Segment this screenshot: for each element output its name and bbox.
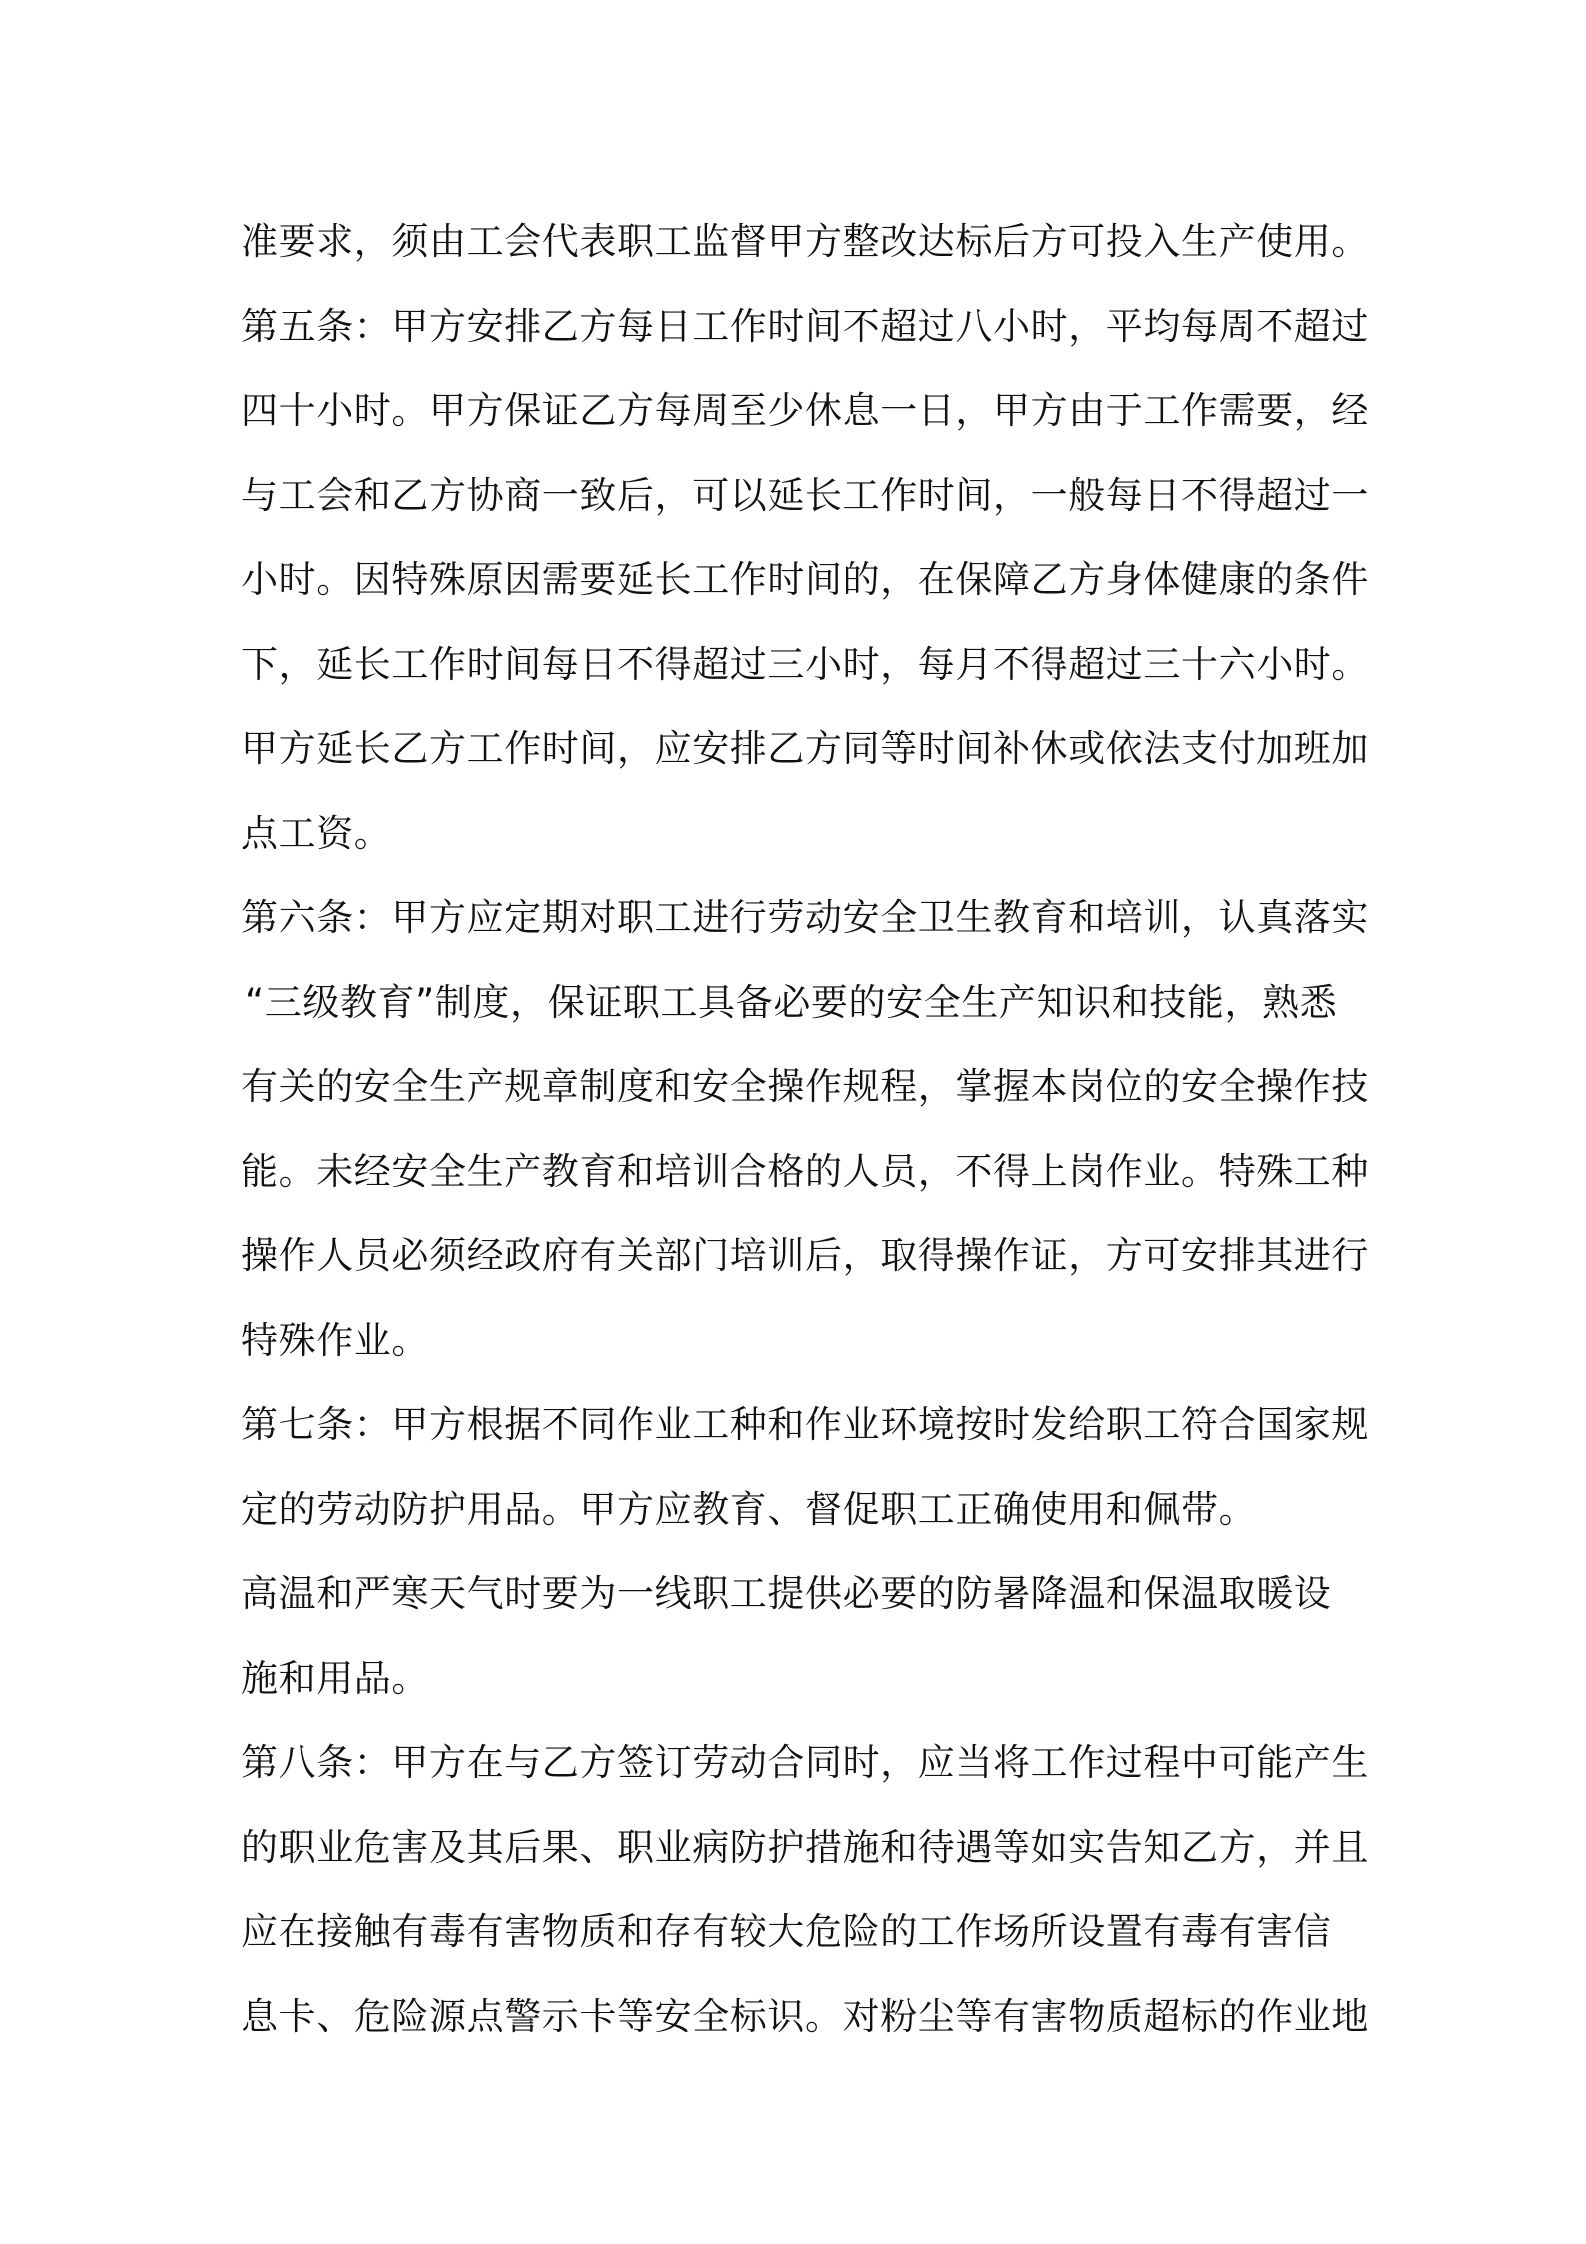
text-line: 准要求，须由工会代表职工监督甲方整改达标后方可投入生产使用。 [241, 220, 1369, 263]
text-line: 息卡、危险源点警示卡等安全标识。对粉尘等有害物质超标的作业地 [241, 1994, 1369, 2038]
article-8-heading-line: 第八条：甲方在与乙方签订劳动合同时，应当将工作过程中可能产生 [241, 1741, 1369, 1784]
text-line: 高温和严寒天气时要为一线职工提供必要的防暑降温和保温取暖设 [241, 1572, 1332, 1615]
text-line: 点工资。 [241, 811, 392, 855]
article-7-heading-line: 第七条：甲方根据不同作业工种和作业环境按时发给职工符合国家规 [241, 1403, 1369, 1446]
article-5-heading-line: 第五条：甲方安排乙方每日工作时间不超过八小时，平均每周不超过 [241, 304, 1369, 348]
article-6-heading-line: 第六条：甲方应定期对职工进行劳动安全卫生教育和培训，认真落实 [241, 896, 1369, 939]
text-line: 施和用品。 [241, 1656, 429, 1700]
text-line: 的职业危害及其后果、职业病防护措施和待遇等如实告知乙方，并且 [241, 1825, 1369, 1869]
text-line: 特殊作业。 [241, 1318, 429, 1362]
text-line: 四十小时。甲方保证乙方每周至少休息一日，甲方由于工作需要，经 [241, 389, 1369, 432]
text-line: 有关的安全生产规章制度和安全操作规程，掌握本岗位的安全操作技 [241, 1065, 1369, 1108]
text-line: 操作人员必须经政府有关部门培训后，取得操作证，方可安排其进行 [241, 1234, 1369, 1277]
text-line: 与工会和乙方协商一致后，可以延长工作时间，一般每日不得超过一 [241, 473, 1369, 517]
text-line: “三级教育”制度，保证职工具备必要的安全生产知识和技能，熟悉 [245, 980, 1338, 1024]
text-line: 甲方延长乙方工作时间，应安排乙方同等时间补休或依法支付加班加 [241, 727, 1369, 770]
text-line: 应在接触有毒有害物质和存有较大危险的工作场所设置有毒有害信 [241, 1910, 1332, 1953]
document-body [241, 200, 1369, 2059]
text-line: 下，延长工作时间每日不得超过三小时，每月不得超过三十六小时。 [241, 642, 1369, 686]
text-line: 定的劳动防护用品。甲方应教育、督促职工正确使用和佩带。 [241, 1487, 1257, 1531]
text-line: 能。未经安全生产教育和培训合格的人员，不得上岗作业。特殊工种 [241, 1149, 1369, 1193]
text-line: 小时。因特殊原因需要延长工作时间的，在保障乙方身体健康的条件 [241, 558, 1369, 601]
